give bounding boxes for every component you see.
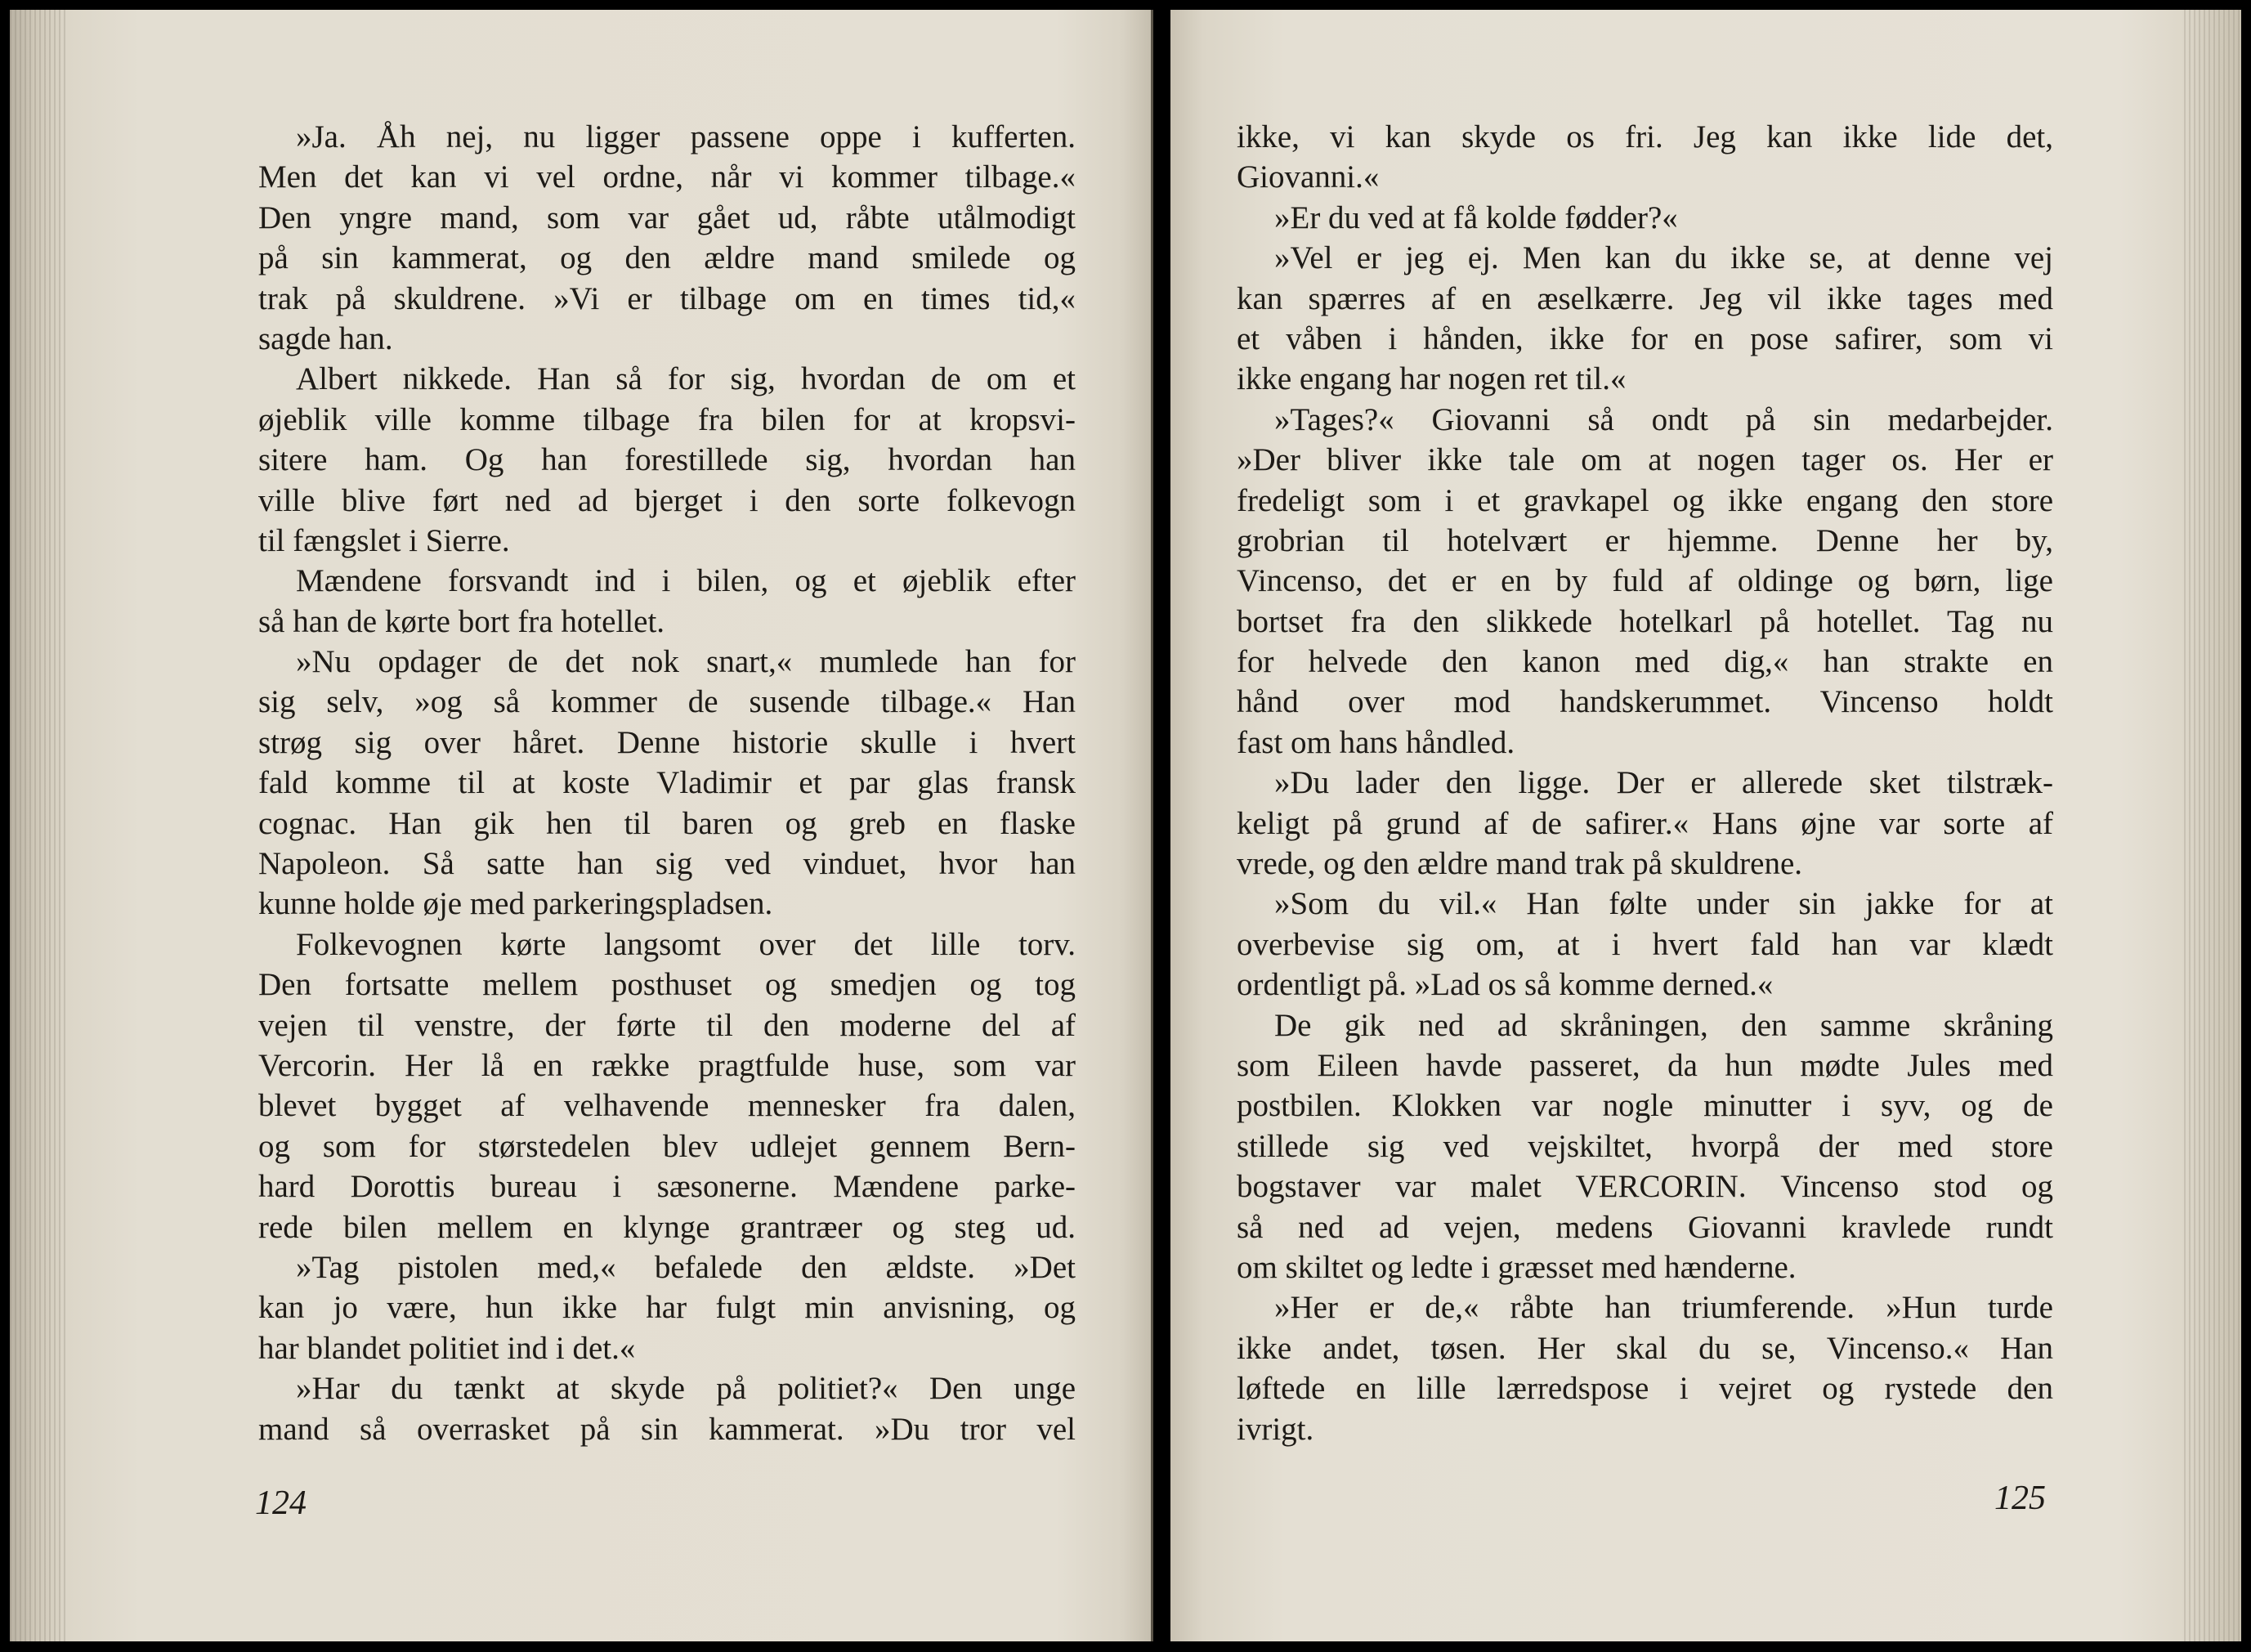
text-line: »Du lader den ligge. Der er allerede sket tilstræk- <box>1274 765 2053 801</box>
text-line: postbilen. Klokken var nogle minutter i syv, og de <box>1237 1088 2053 1124</box>
text-line: cognac. Han gik hen til baren og greb en flaske <box>258 805 1076 841</box>
text-line: Giovanni.« <box>1237 159 1380 195</box>
text-line: strøg sig over håret. Denne historie skulle i hvert <box>258 724 1076 760</box>
text-line: »Er du ved at få kolde fødder?« <box>1274 199 1678 235</box>
text-line: bortset fra den slikkede hotelkarl på hotellet. Tag nu <box>1237 603 2053 639</box>
text-line: Men det kan vi vel ordne, når vi kommer tilbage.« <box>258 159 1076 195</box>
text-line: vejen til venstre, der førte til den moderne del af <box>258 1007 1076 1043</box>
text-line: ivrigt. <box>1237 1411 1314 1447</box>
text-line: bogstaver var malet VERCORIN. Vincenso stod og <box>1237 1169 2053 1205</box>
text-line: »Der bliver ikke tale om at nogen tager os. Her er <box>1237 442 2053 478</box>
text-line: øjeblik ville komme tilbage fra bilen for at kropsvi- <box>258 401 1076 437</box>
text-line: så han de kørte bort fra hotellet. <box>258 603 665 639</box>
page-edge <box>2184 10 2241 1641</box>
text-line: »Her er de,« råbte han triumferende. »Hun turde <box>1274 1290 2053 1326</box>
text-line: så ned ad vejen, medens Giovanni kravlede rundt <box>1237 1209 2053 1245</box>
text-line: til fængslet i Sierre. <box>258 522 510 558</box>
text-line: blevet bygget af velhavende mennesker fra dalen, <box>258 1088 1076 1124</box>
page-edge <box>10 10 67 1641</box>
text-line: Albert nikkede. Han så for sig, hvordan de om et <box>296 361 1076 397</box>
text-line: »Tag pistolen med,« befalede den ældste. »Det <box>296 1249 1076 1285</box>
right-page-body-text <box>1237 117 2053 1449</box>
text-line: hard Dorottis bureau i sæsonerne. Mændene parke- <box>258 1169 1076 1205</box>
text-line: fast om hans håndled. <box>1237 724 1515 760</box>
text-line: om skiltet og ledte i græsset med hænderne. <box>1237 1249 1797 1285</box>
text-line: løftede en lille lærredspose i vejret og rystede den <box>1237 1371 2053 1407</box>
text-line: »Som du vil.« Han følte under sin jakke for at <box>1274 886 2053 922</box>
text-line: Mændene forsvandt ind i bilen, og et øjeblik efter <box>296 563 1076 599</box>
text-line: ikke, vi kan skyde os fri. Jeg kan ikke lide det, <box>1237 119 2053 154</box>
text-line: som Eileen havde passeret, da hun mødte Jules med <box>1237 1047 2053 1083</box>
text-line: sig selv, »og så kommer de susende tilbage.« Han <box>258 684 1076 720</box>
text-line: sagde han. <box>258 320 393 356</box>
text-line: hånd over mod handskerummet. Vincenso holdt <box>1237 684 2053 720</box>
text-line: grobrian til hotelvært er hjemme. Denne her by, <box>1237 522 2053 558</box>
text-line: fredeligt som i et gravkapel og ikke engang den store <box>1237 482 2053 518</box>
text-line: »Har du tænkt at skyde på politiet?« Den unge <box>296 1371 1076 1407</box>
text-line: og som for størstedelen blev udlejet gennem Bern- <box>258 1128 1076 1164</box>
text-line: De gik ned ad skråningen, den samme skråning <box>1274 1007 2053 1043</box>
left-page-body-text <box>258 117 1076 1449</box>
text-line: Folkevognen kørte langsomt over det lille torv. <box>296 926 1076 962</box>
text-line: kan spærres af en æselkærre. Jeg vil ikke tages med <box>1237 280 2053 316</box>
text-line: mand så overrasket på sin kammerat. »Du tror vel <box>258 1411 1076 1447</box>
gutter-shadow <box>1151 10 1153 1641</box>
text-line: stillede sig ved vejskiltet, hvorpå der med store <box>1237 1128 2053 1164</box>
text-line: ordentligt på. »Lad os så komme derned.« <box>1237 967 1774 1003</box>
text-line: ikke andet, tøsen. Her skal du se, Vincenso.« Han <box>1237 1330 2053 1366</box>
text-line: Napoleon. Så satte han sig ved vinduet, hvor han <box>258 846 1076 882</box>
text-line: trak på skuldrene. »Vi er tilbage om en times tid,« <box>258 280 1076 316</box>
text-line: kan jo være, hun ikke har fulgt min anvisning, og <box>258 1290 1076 1326</box>
text-line: »Tages?« Giovanni så ondt på sin medarbejder. <box>1274 401 2053 437</box>
text-line: overbevise sig om, at i hvert fald han var klædt <box>1237 926 2053 962</box>
text-line: rede bilen mellem en klynge grantræer og steg ud. <box>258 1209 1076 1245</box>
text-line: kunne holde øje med parkeringspladsen. <box>258 886 773 922</box>
right-page-number: 125 <box>1994 1480 2046 1517</box>
text-line: et våben i hånden, ikke for en pose safirer, som vi <box>1237 320 2053 356</box>
text-line: ikke engang har nogen ret til.« <box>1237 361 1627 397</box>
text-line: Vincenso, det er en by fuld af oldinge og børn, lige <box>1237 563 2053 599</box>
text-line: Vercorin. Her lå en række pragtfulde huse, som var <box>258 1047 1076 1083</box>
left-page-number: 124 <box>255 1484 307 1522</box>
text-line: keligt på grund af de safirer.« Hans øjne var sorte af <box>1237 805 2053 841</box>
text-line: »Nu opdager de det nok snart,« mumlede han for <box>296 644 1076 680</box>
text-line: »Ja. Åh nej, nu ligger passene oppe i kufferten. <box>296 119 1076 154</box>
text-line: ville blive ført ned ad bjerget i den sorte folkevogn <box>258 482 1076 518</box>
text-line: fald komme til at koste Vladimir et par glas fransk <box>258 765 1076 801</box>
text-line: Den fortsatte mellem posthuset og smedjen og tog <box>258 967 1076 1003</box>
text-line: vrede, og den ældre mand trak på skuldrene. <box>1237 846 1803 882</box>
text-line: har blandet politiet ind i det.« <box>258 1330 636 1366</box>
text-line: Den yngre mand, som var gået ud, råbte utålmodigt <box>258 199 1076 235</box>
text-line: for helvede den kanon med dig,« han strakte en <box>1237 644 2053 680</box>
text-line: sitere ham. Og han forestillede sig, hvordan han <box>258 442 1076 478</box>
text-line: på sin kammerat, og den ældre mand smilede og <box>258 240 1076 276</box>
text-line: »Vel er jeg ej. Men kan du ikke se, at denne vej <box>1274 240 2053 276</box>
